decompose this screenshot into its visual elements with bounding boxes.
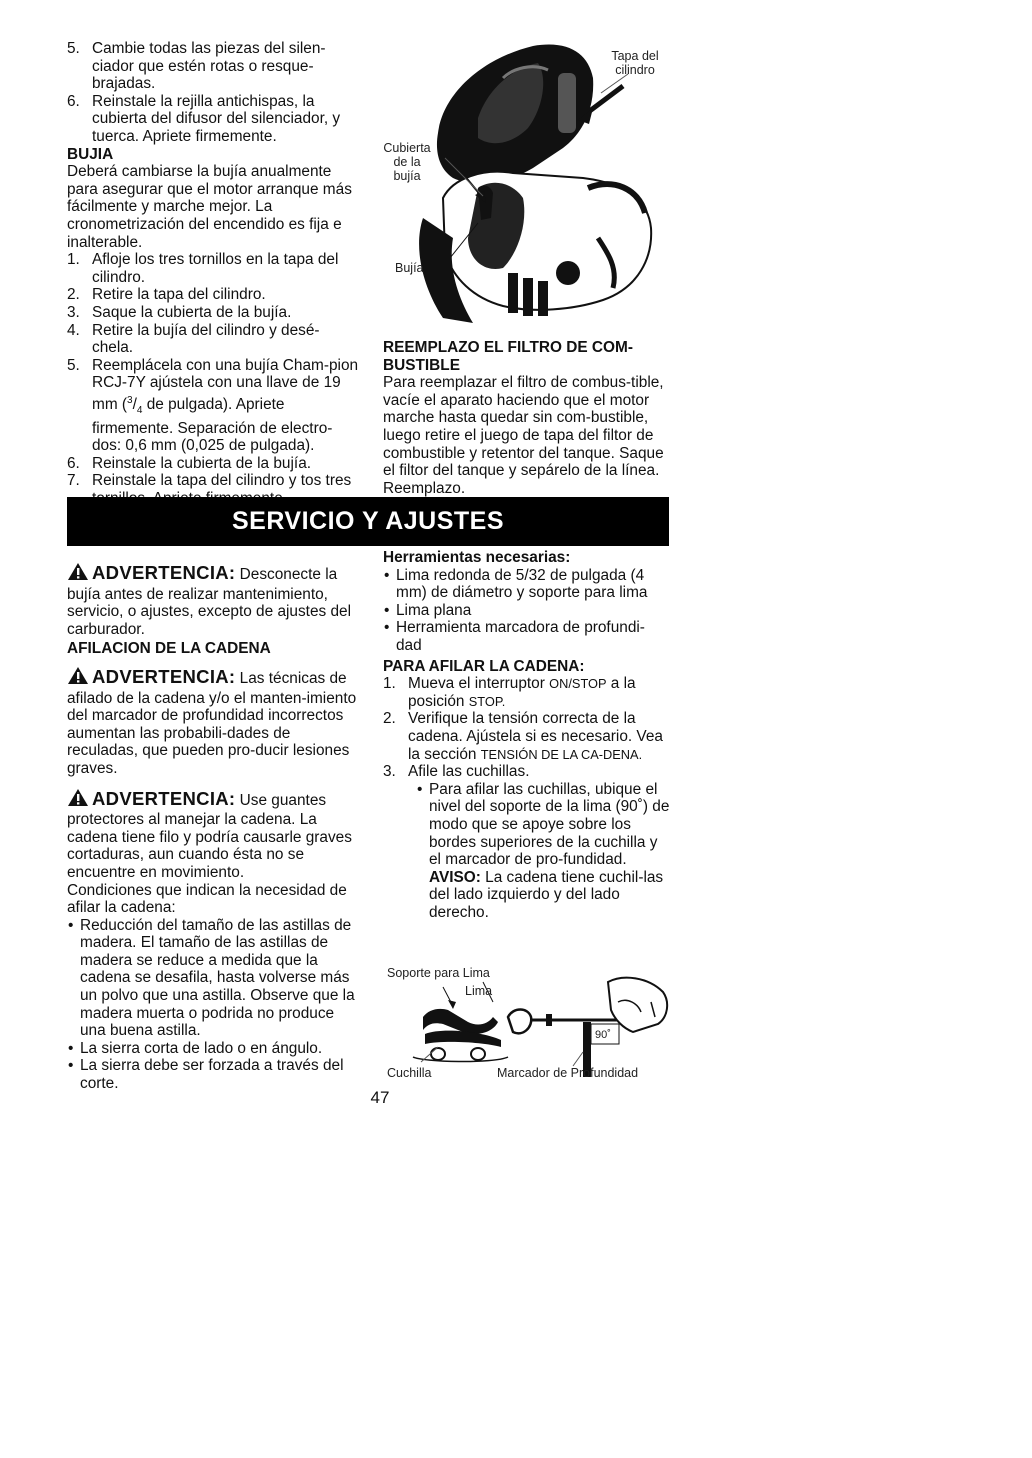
bujia-heading: BUJIA <box>67 145 114 163</box>
list-item: • Lima plana <box>383 602 670 620</box>
list-item: • Lima redonda de 5/32 de pulgada (4 mm) de diámetro y soporte para lima <box>383 567 670 602</box>
label-soporte-lima: Soporte para Lima <box>387 966 490 980</box>
list-item: • Reducción del tamaño de las astillas de madera. El tamaño de las astillas de madera se reduce a medida que la cadena se desafila, hasta volverse más un polvo que una astilla. Observe que la madera muerta o podrida no produce una buena astilla. <box>67 917 359 1040</box>
list-item: 4. Retire la bujía del cilindro y desé-chela. <box>67 321 320 357</box>
list-item: 5. Cambie todas las piezas del silen-ciador que estén rotas o resque-brajadas. <box>67 40 326 93</box>
left-top-column <box>67 40 359 508</box>
list-item: 7. Reinstale la tapa del cilindro y tos tres <box>67 472 352 490</box>
label-lima: Lima <box>465 984 493 998</box>
page-number: 47 <box>370 1088 390 1107</box>
warning-icon <box>67 788 89 812</box>
warning-icon <box>67 562 89 586</box>
list-item: 1. Afloje los tres tornillos en la tapa del cilindro. <box>67 251 339 286</box>
list-item: 2. Retire la tapa del cilindro. <box>67 286 266 304</box>
label-marcador: Marcador de Profundidad <box>497 1066 639 1080</box>
label-angle: 90˚ <box>595 1029 611 1041</box>
warning-icon <box>67 666 89 690</box>
section-banner: SERVICIO Y AJUSTES <box>67 497 669 546</box>
chainsaw-engine-illustration <box>383 38 673 328</box>
bujia-steps <box>67 251 359 508</box>
warning-disconnect: ADVERTENCIA: Desconecte la bujía antes de realizar mantenimiento, servicio, o ajustes, excepto de ajustes del carburador. <box>67 562 352 638</box>
afilar-heading: PARA AFILAR LA CADENA: <box>383 657 585 675</box>
right-top-column <box>383 339 670 497</box>
label-bujia: Bujía <box>395 261 424 275</box>
list-item: • La sierra corta de lado o en ángulo. <box>67 1040 359 1058</box>
conditions-list <box>67 917 359 1093</box>
list-item: • Para afilar las cuchillas, ubique el nivel del soporte de la lima (90˚) de modo que se apoye sobre los bordes superiores de la cuchilla y el marcador de pro-fundidad. AVISO: La cadena tiene cuchil-las del lado izquierdo y del lado derecho. <box>416 781 670 922</box>
label-cuchilla: Cuchilla <box>387 1066 432 1080</box>
list-item: 5. Reemplácela con una bujía Cham-pion RCJ-7Y ajústela con una llave de 19 mm ($^3/_4$ de pulgada). Apriete firmemente. Separación de electro-dos: 0,6 mm (0,025 de pulgada). <box>67 356 359 455</box>
fuel-filter-body: Para reemplazar el filtro de combus-tible, vacíe el aparato haciendo que el motor marche hasta quedar sin com-bustible, luego retire el juego de tapa del filtor de combustible y retentor del tanque. Saque el filtor del tanque y sepárelo de la línea. Reemplazo. <box>383 374 664 497</box>
label-cubierta-bujia: Cubierta de la bujía <box>383 141 431 183</box>
list-item: 6. Reinstale la rejilla antichispas, la cubierta del difusor del silenciador, y tuerca. Apriete firmemente. <box>67 92 341 145</box>
list-item: 6. Reinstale la cubierta de la bujía. <box>67 454 312 472</box>
label-tapa-cilindro: Tapa del cilindro <box>611 49 659 77</box>
list-item: 3. Afile las cuchillas. • Para afilar las cuchillas, ubique el nivel del soporte de la lima (90˚) de modo que se apoye sobre los bordes superiores de la cuchilla y el marcador de pro-fundidad. AVISO: La cadena tiene cuchil-las del lado izquierdo y del lado derecho. <box>383 763 670 921</box>
list-item: 3. Saque la cubierta de la bujía. <box>67 303 292 321</box>
list-item: • Herramienta marcadora de profundi-dad <box>383 619 670 654</box>
tools-heading: Herramientas necesarias: <box>383 549 571 566</box>
warning-techniques: ADVERTENCIA: Las técnicas de afilado de la cadena y/o el manten-imiento del marcador de profundidad incorrectos aumentan las probabili-dades de reculadas, que pueden pro-ducir lesiones graves. <box>67 665 357 777</box>
afilacion-heading: AFILACION DE LA CADENA <box>67 640 271 658</box>
muffler-steps <box>67 40 359 146</box>
bujia-intro: Deberá cambiarse la bujía anualmente para asegurar que el motor arranque más fácilmente y marche mejor. La cronometrización del encendido es fija e inalterable. <box>67 163 352 251</box>
warning-gloves: ADVERTENCIA: Use guantes protectores al manejar la cadena. La cadena tiene filo y podría causarle graves cortaduras, aun cuando ésta no se encuentre en movimiento. <box>67 787 352 881</box>
list-item: 2. Verifique la tensión correcta de la cadena. Ajústela si es necesario. Vea la sección TENSIÓN DE LA CA-DENA. <box>383 710 663 763</box>
sub-list <box>416 781 670 922</box>
afilar-steps <box>383 675 670 921</box>
right-bottom-column <box>383 549 670 921</box>
list-item: 1. Mueva el interruptor ON/STOP a la posición STOP. <box>383 675 636 710</box>
list-item: • La sierra debe ser forzada a través del corte. <box>67 1057 359 1092</box>
spark-plug-figure <box>383 38 673 328</box>
fuel-filter-heading: REEMPLAZO EL FILTRO DE COM-BUSTIBLE <box>383 339 633 374</box>
tools-list <box>383 567 670 655</box>
file-holder-figure <box>383 962 670 1080</box>
conditions-text: Condiciones que indican la necesidad de afilar la cadena: <box>67 881 347 917</box>
left-bottom-column <box>67 562 359 1093</box>
